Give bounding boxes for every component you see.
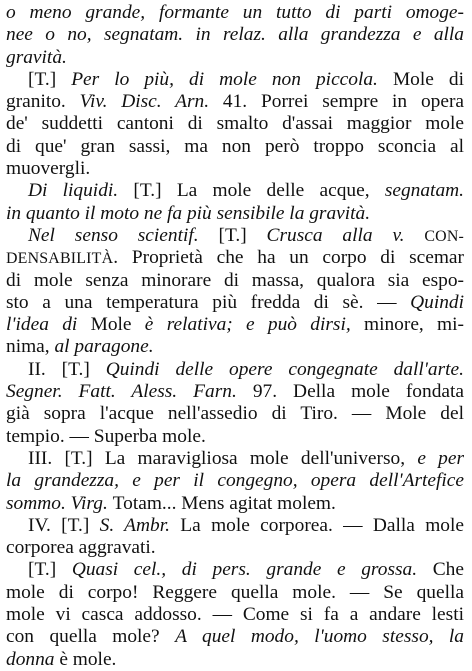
italic-segment: al paragone. bbox=[54, 336, 154, 358]
italic-segment: Viv. Disc. Arn. bbox=[79, 91, 223, 113]
text-line bbox=[6, 158, 464, 180]
text-segment: IV. [T.] bbox=[28, 514, 100, 536]
italic-segment: S. Ambr. bbox=[99, 514, 181, 536]
text-line bbox=[6, 203, 464, 225]
italic-segment: Quindi bbox=[410, 291, 464, 313]
text-segment: di mole senza minorare di massa, qualora sia espo- bbox=[6, 269, 464, 291]
text-segment: CON- bbox=[424, 227, 464, 245]
text-line bbox=[6, 225, 464, 247]
text-segment: Mole bbox=[90, 314, 145, 336]
text-segment: Totam... Mens agitat molem. bbox=[112, 492, 336, 514]
italic-segment: Quindi delle opere congegnate dall'arte. bbox=[105, 358, 464, 380]
text-segment: II. [T.] bbox=[28, 358, 106, 380]
italic-segment: A quel modo, l'uomo stesso, la bbox=[175, 626, 464, 648]
italic-segment: o meno grande, formante un tutto di parti omoge- bbox=[6, 2, 464, 23]
text-segment: minore, mi- bbox=[364, 314, 464, 336]
text-line bbox=[6, 537, 464, 559]
text-line bbox=[6, 336, 464, 358]
text-segment: mole di corpo! Reggere quella mole. — Se quella bbox=[6, 581, 464, 603]
text-segment: [T.] bbox=[28, 68, 72, 90]
text-line bbox=[6, 69, 464, 91]
text-segment: con quella mole? bbox=[6, 626, 176, 648]
text-line bbox=[6, 426, 464, 448]
text-line bbox=[6, 91, 464, 113]
text-segment: è mole. bbox=[59, 648, 117, 670]
text-line bbox=[6, 403, 464, 425]
text-line bbox=[6, 314, 464, 336]
text-line bbox=[6, 180, 464, 202]
text-segment: nima, bbox=[6, 336, 55, 358]
italic-segment: la grandezza, e per il congegno, opera dell'Artefice bbox=[6, 470, 464, 492]
text-line bbox=[6, 381, 464, 403]
text-segment: granito. bbox=[6, 91, 80, 113]
text-segment: Che bbox=[432, 559, 464, 581]
text-segment: . Proprietà che ha un corpo di scemar bbox=[113, 247, 464, 269]
text-segment: 41. Porrei sempre in opera bbox=[222, 91, 464, 113]
text-segment: sto a una temperatura più fredda di sè. — bbox=[6, 291, 411, 313]
text-line bbox=[6, 24, 464, 46]
italic-segment: segnatam. bbox=[384, 180, 464, 202]
text-segment: muovergli. bbox=[6, 158, 91, 180]
text-segment: Mole di bbox=[392, 68, 464, 90]
text-line bbox=[6, 47, 464, 69]
text-line bbox=[6, 2, 464, 24]
text-segment: corporea aggravati. bbox=[6, 537, 156, 559]
text-segment: La mole corporea. — Dalla mole bbox=[180, 514, 464, 536]
italic-segment: in quanto il moto ne fa più sensibile la gravità. bbox=[6, 202, 371, 224]
italic-segment: Segner. Fatt. Aless. Farn. bbox=[6, 381, 253, 403]
text-line bbox=[6, 270, 464, 292]
text-line bbox=[6, 649, 464, 671]
text-line bbox=[6, 448, 464, 470]
text-line bbox=[6, 626, 464, 648]
italic-segment: Di liquidi. bbox=[28, 180, 134, 202]
text-line bbox=[6, 493, 464, 515]
italic-segment: Crusca alla v. bbox=[266, 224, 425, 246]
text-segment: [T.] bbox=[28, 559, 72, 581]
text-line bbox=[6, 136, 464, 158]
text-line bbox=[6, 359, 464, 381]
italic-segment: nee o no, segnatam. in relaz. alla grandezza e alla bbox=[6, 24, 464, 46]
italic-segment: e per bbox=[417, 447, 464, 469]
italic-segment: Quasi cel., di pers. grande e grossa. bbox=[71, 559, 433, 581]
text-line bbox=[6, 559, 464, 581]
text-segment: già sopra l'acque nell'assedio di Tiro. — Mole del bbox=[6, 403, 464, 425]
italic-segment: Per lo più, di mole non piccola. bbox=[71, 68, 393, 90]
text-line bbox=[6, 582, 464, 604]
text-segment: [T.] bbox=[218, 224, 267, 246]
text-line bbox=[6, 604, 464, 626]
text-line bbox=[6, 247, 464, 269]
text-segment: DENSABILITÀ bbox=[6, 250, 114, 268]
text-segment: tempio. — Superba mole. bbox=[6, 425, 206, 447]
text-segment: [T.] La mole delle acque, bbox=[133, 180, 385, 202]
text-segment: de' suddetti cantoni di smalto d'assai maggior mole bbox=[6, 113, 464, 135]
text-segment: 97. Della mole fondata bbox=[252, 381, 464, 403]
italic-segment: Nel senso scientif. bbox=[28, 224, 219, 246]
text-segment: di que' gran sassi, ma non però troppo sconcia al bbox=[6, 135, 464, 157]
italic-segment: sommo. Virg. bbox=[6, 492, 113, 514]
italic-segment: gravità. bbox=[6, 46, 67, 68]
italic-segment: è relativa; e può dirsi, bbox=[144, 314, 364, 336]
text-segment: III. [T.] La maravigliosa mole dell'universo, bbox=[28, 447, 418, 469]
text-line bbox=[6, 470, 464, 492]
text-line bbox=[6, 113, 464, 135]
text-line bbox=[6, 292, 464, 314]
text-line bbox=[6, 515, 464, 537]
text-segment: mole vi casca addosso. — Come si fa a andare lesti bbox=[6, 604, 464, 626]
italic-segment: l'idea di bbox=[6, 314, 91, 336]
italic-segment: donna bbox=[6, 648, 60, 670]
